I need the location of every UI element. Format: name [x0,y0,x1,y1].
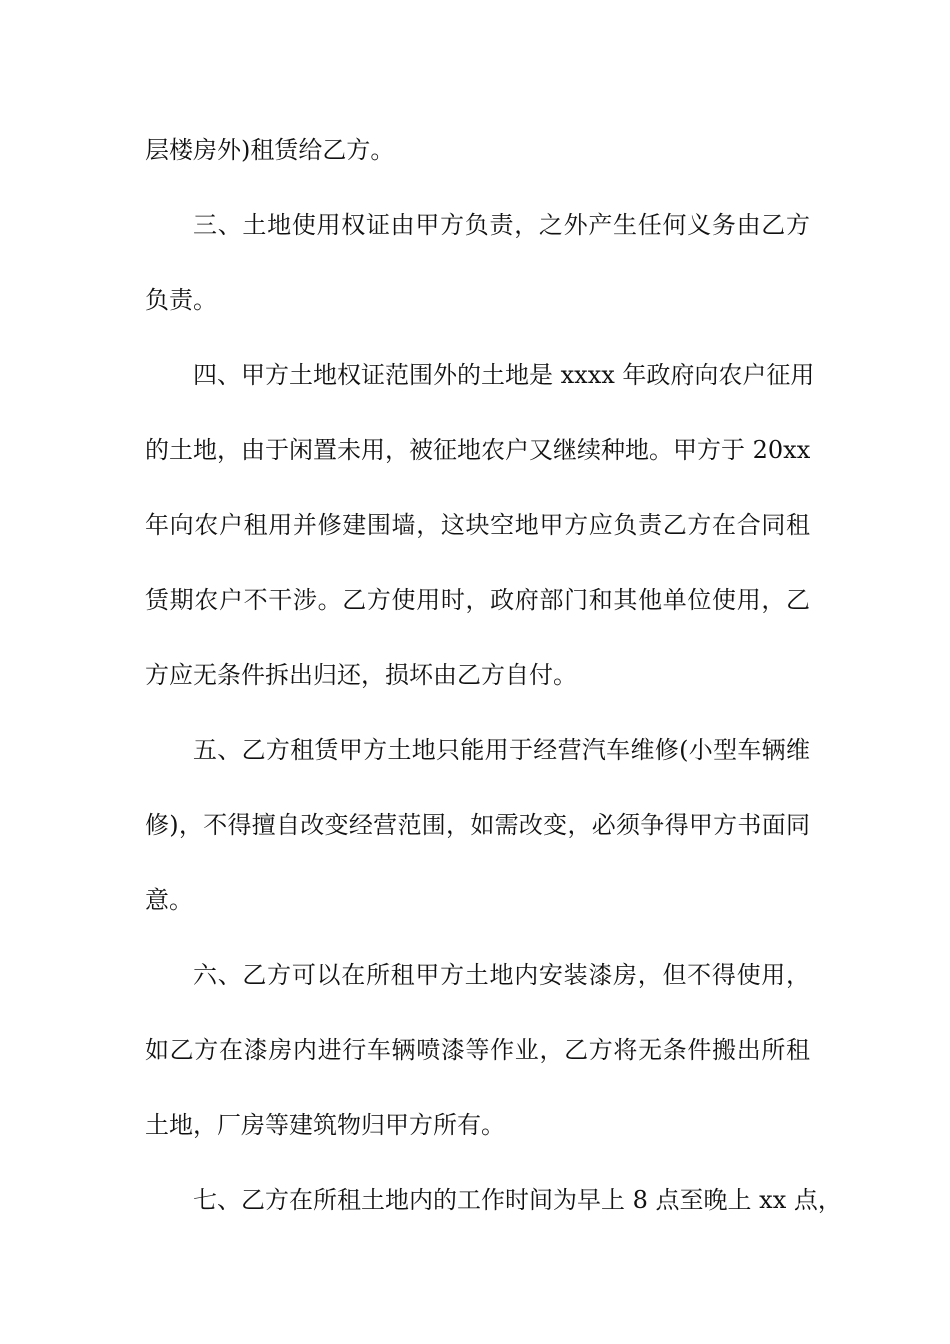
text-line: 七、乙方在所租土地内的工作时间为早上 8 点至晚上 xx 点， [193,1186,842,1214]
text-line: 四、甲方土地权证范围外的土地是 xxxx 年政府向农户征用 [193,361,815,389]
text-line: 如乙方在漆房内进行车辆喷漆等作业，乙方将无条件搬出所租 [145,1036,810,1064]
text-line: 五、乙方租赁甲方土地只能用于经营汽车维修(小型车辆维 [193,736,810,764]
text-line: 意。 [145,886,193,914]
text-line: 土地，厂房等建筑物归甲方所有。 [145,1111,505,1139]
text-line: 方应无条件拆出归还，损坏由乙方自付。 [145,661,577,689]
text-line: 三、土地使用权证由甲方负责，之外产生任何义务由乙方 [193,211,810,239]
text-line: 赁期农户不干涉。乙方使用时，政府部门和其他单位使用，乙 [145,586,810,614]
text-line: 六、乙方可以在所租甲方土地内安装漆房，但不得使用， [193,961,810,989]
text-line: 负责。 [145,286,217,314]
text-line: 年向农户租用并修建围墙，这块空地甲方应负责乙方在合同租 [145,511,810,539]
text-line: 的土地，由于闲置未用，被征地农户又继续种地。甲方于 20xx [145,436,811,464]
text-line: 修)，不得擅自改变经营范围，如需改变，必须争得甲方书面同 [145,811,810,839]
text-line: 层楼房外)租赁给乙方。 [145,136,395,164]
